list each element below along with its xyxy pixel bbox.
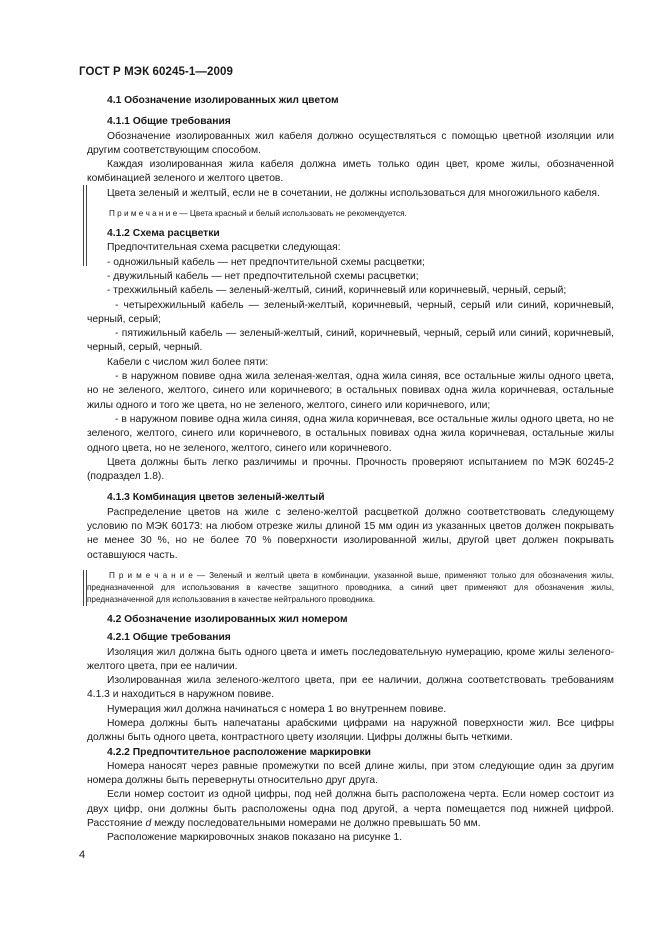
note-label: П р и м е ч а н и е (109, 209, 178, 219)
page-number: 4 (79, 849, 86, 861)
note-text: — Цвета красный и белый использовать не рекомендуется. (177, 209, 407, 219)
paragraph: Номера наносят через равные промежутки по всей длине жилы, при этом следующие один за другим номера должны быть перевернуты относительно друг друга. (87, 760, 614, 787)
note-label: П р и м е ч а н и е (109, 570, 193, 580)
paragraph: Изолированная жила зеленого-желтого цвета, при ее наличии, должна соответствовать требованиям 4.1.3 и находиться в наружном повиве. (87, 675, 614, 701)
paragraph-part: между последовательными номерами не должно превышать 50 мм. (151, 818, 481, 830)
list-item: - в наружном повиве одна жила синяя, одна жила коричневая, все остальные жилы одного цвета, но не зеленого, желтого, синего или коричневого, в остальных повивах одна жила коричневая, остальные жилы одного цвета, но не зеленого, желтого, синего или коричневого. (87, 413, 614, 454)
paragraph: Обозначение изолированных жил кабеля должно осуществляться с помощью цветной изоляции или другим соответствующим способом. (87, 130, 614, 156)
paragraph: Предпочтительная схема расцветки следующая: (107, 242, 341, 254)
paragraph: Изоляция жил должна быть одного цвета и иметь последовательную нумерацию, кроме жилы зеленого-желтого цвета, при ее наличии. (87, 646, 614, 672)
note-text: — Зеленый и желтый цвета в комбинации, указанной выше, применяют только для обозначения жилы, предназначенной для использования в качестве защитного проводника, а синий цвет применяют для обозначения жилы, предназначенной для использования в качестве нейтрального проводника. (87, 570, 614, 604)
note (87, 208, 614, 220)
note (87, 570, 614, 606)
paragraph-part: Если номер состоит из одной цифры, под ней должна быть расположена черта. Если номер состоит из двух цифр, они должны быть расположены одна под другой, а черта помещается под нижней цифрой. Расстояние (87, 789, 614, 830)
subsection-heading-4-2-1: 4.2.1 Общие требования (107, 632, 231, 644)
change-bar (83, 185, 84, 266)
paragraph: Нумерация жил должна начинаться с номера 1 во внутреннем повиве. (107, 703, 447, 715)
paragraph: Номера должны быть напечатаны арабскими цифрами на наружной поверхности жил. Все цифры должны быть одного цвета, контрастного цвету изоляции. Цифры должны быть четкими. (87, 717, 614, 744)
list-item: - пятижильный кабель — зеленый-желтый, синий, коричневый, черный, серый или синий, коричневый, черный, серый, черный. (87, 328, 614, 354)
subsection-heading-4-1-3: 4.1.3 Комбинация цветов зеленый-желтый (107, 492, 325, 504)
paragraph: Распределение цветов на жиле с зелено-желтой расцветкой должно соответствовать следующему условию по МЭК 60173: на любом отрезке жилы длиной 15 мм один из указанных цветов должен покрывать не менее 30 %, но не более 70 % поверхности изолированной жилы, другой цвет должен покрывать оставшуюся часть. (87, 506, 614, 561)
section-heading-4-1: 4.1 Обозначение изолированных жил цветом (107, 95, 339, 106)
change-bar (83, 570, 84, 606)
paragraph: Расположение маркировочных знаков показано на рисунке 1. (107, 832, 403, 844)
list-item: - трехжильный кабель — зеленый-желтый, синий, коричневый или коричневый, черный, серый; (107, 285, 567, 297)
variable-d: d (145, 818, 152, 830)
list-item: - двужильный кабель — нет предпочтительной схемы расцветки; (107, 270, 419, 282)
subsection-heading-4-2-2: 4.2.2 Предпочтительное расположение маркировки (107, 746, 372, 758)
paragraph (87, 788, 614, 831)
subsection-heading-4-1-2: 4.1.2 Схема расцветки (107, 228, 220, 240)
list-item: - четырехжильный кабель — зеленый-желтый, коричневый, черный, серый или синий, коричневый, черный, серый; (87, 299, 614, 325)
section-heading-4-2: 4.2 Обозначение изолированных жил номером (107, 613, 348, 625)
subsection-heading-4-1-1: 4.1.1 Общие требования (107, 116, 231, 128)
paragraph: Каждая изолированная жила кабеля должна иметь только один цвет, кроме жилы, обозначенной комбинацией зеленого и желтого цветов. (87, 159, 614, 185)
paragraph: Цвета зеленый и желтый, если не в сочетании, не должны использоваться для многожильного кабеля. (107, 187, 600, 199)
paragraph: Кабели с числом жил более пяти: (107, 356, 269, 368)
list-item: - в наружном повиве одна жила зеленая-желтая, одна жила синяя, все остальные жилы одного цвета, но не зеленого, желтого, синего или коричневого; в остальных повивах одна жила коричневая, остальные жилы одного и того же цвета, но не зеленого, желтого, синего или коричневого, или; (87, 371, 614, 411)
document-header: ГОСТ Р МЭК 60245-1—2009 (79, 66, 233, 78)
paragraph: Цвета должны быть легко различимы и прочны. Прочность проверяют испытанием по МЭК 60245-2 (подраздел 1.8). (87, 456, 614, 483)
document-body (87, 94, 614, 846)
list-item: - одножильный кабель — нет предпочтительной схемы расцветки; (107, 256, 425, 268)
